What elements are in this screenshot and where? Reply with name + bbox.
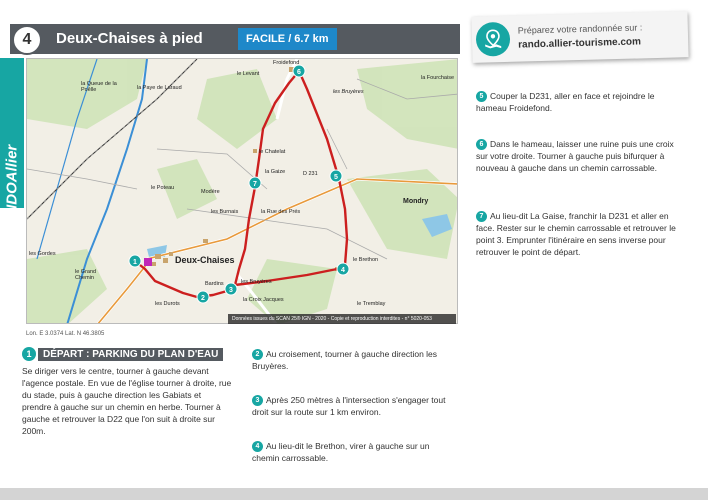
difficulty-badge: [238, 28, 337, 50]
map-label-queue: la Queue de la Poêlle: [81, 81, 117, 93]
marker-4: 4: [341, 267, 345, 274]
map-label-gaize: la Gaize: [265, 169, 286, 175]
marker-3: 3: [229, 287, 233, 294]
route-number: 4: [12, 25, 42, 55]
route-map[interactable]: [26, 58, 458, 324]
step-5: [476, 90, 682, 114]
map-label-mondry: Mondry: [403, 198, 429, 205]
marker-6: 6: [297, 69, 301, 76]
brand-logo-text: RANDOAllier: [3, 144, 21, 238]
map-label-poteau: le Poteau: [151, 185, 175, 191]
map-label-gordes: les Gordes: [29, 251, 56, 257]
map-label-grand-chemin: le Grand Chemin: [75, 269, 97, 281]
route-title: Deux-Chaises à pied: [56, 30, 203, 47]
map-label-paye: la Paye de Laraud: [137, 85, 182, 91]
step-7: [476, 210, 682, 258]
map-label-town: Deux-Chaises: [175, 255, 235, 265]
difficulty-label: FACILE: [246, 33, 286, 45]
step-3-text: Après 250 mètres à l'intersection s'engager tout droit sur la route sur 1 km environ.: [252, 395, 446, 418]
marker-7: 7: [253, 181, 257, 188]
website-promo-card[interactable]: [471, 11, 688, 63]
step-4: [252, 440, 452, 464]
step-2-text: Au croisement, tourner à gauche direction les Bruyères.: [252, 349, 438, 372]
map-coordinates: Lon. E 3.0374 Lat. N 46.3805: [26, 331, 105, 337]
map-label-fourchaise: la Fourchaise: [421, 75, 455, 81]
step-5-text: Couper la D231, aller en face et rejoindre le hameau Froidefond.: [476, 91, 655, 114]
step-3-badge: 3: [252, 395, 263, 406]
brand-ribbon: [0, 58, 24, 238]
step-4-badge: 4: [252, 441, 263, 452]
step-3: [252, 394, 452, 418]
marker-5: 5: [334, 174, 338, 181]
map-label-chatelat: le Chatelat: [259, 149, 286, 155]
step-6: [476, 138, 682, 174]
map-label-tremblay: le Tremblay: [357, 301, 386, 307]
map-label-bruyeres-south: les Bruyères: [241, 279, 272, 285]
step-5-badge: 5: [476, 91, 487, 102]
step-6-text: Dans le hameau, laisser une ruine puis une croix sur votre droite. Tourner à gauche puis bifurquer à nouveau à gauche dans un chemin carrossable.: [476, 139, 674, 174]
map-label-burnais: les Burnais: [211, 209, 239, 215]
distance-label: / 6.7 km: [288, 33, 329, 45]
step-1-badge: 1: [22, 347, 36, 361]
map-label-modere: Modère: [201, 189, 220, 195]
step-1-text: Se diriger vers le centre, tourner à gauche devant l'agence postale. En vue de l'église tourner à droite, rue du stade, puis à gauche direction les Gabiats et prendre à gauche sur un chemin en herbe. Tourner à gauche et retrouver la D22 que l'on suit à droite sur 200m.: [22, 366, 232, 436]
step-2: [252, 348, 452, 372]
depart-title: DÉPART : PARKING DU PLAN D'EAU: [38, 348, 223, 361]
map-credit: Données issues du SCAN 25® IGN - 2020 - Copie et reproduction interdites - n° 5020-053: [228, 314, 456, 324]
map-label-bruyeres-north: les Bruyères: [333, 89, 364, 95]
map-label-froidefond: Froidefond: [273, 60, 300, 66]
step-7-text: Au lieu-dit La Gaise, franchir la D231 et aller en face. Rester sur le chemin carrossable et retrouver le point 3. Emprunter l'itinéraire en sens inverse pour retrouver le point de départ.: [476, 211, 676, 258]
step-6-badge: 6: [476, 139, 487, 150]
marker-1: 1: [133, 259, 137, 266]
map-label-croix: la Croix Jacques: [243, 297, 284, 303]
page-bottom-edge: [0, 488, 708, 500]
map-label-brethon: le Brethon: [353, 257, 379, 263]
promo-text: Préparez votre randonnée sur :: [517, 22, 643, 36]
map-pin-icon: [476, 22, 511, 57]
step-2-badge: 2: [252, 349, 263, 360]
depart-heading: [22, 347, 223, 361]
step-7-badge: 7: [476, 211, 487, 222]
map-label-bardins: Bardins: [205, 281, 224, 287]
marker-2: 2: [201, 295, 205, 302]
map-label-rue-pres: la Rue des Prés: [261, 209, 301, 215]
step-4-text: Au lieu-dit le Brethon, virer à gauche sur un chemin carrossable.: [252, 441, 430, 464]
map-label-durots: les Durots: [155, 301, 180, 307]
map-label-levant: le Levant: [237, 71, 260, 77]
map-label-d231: D 231: [303, 171, 318, 177]
promo-url[interactable]: rando.allier-tourisme.com: [518, 36, 642, 51]
